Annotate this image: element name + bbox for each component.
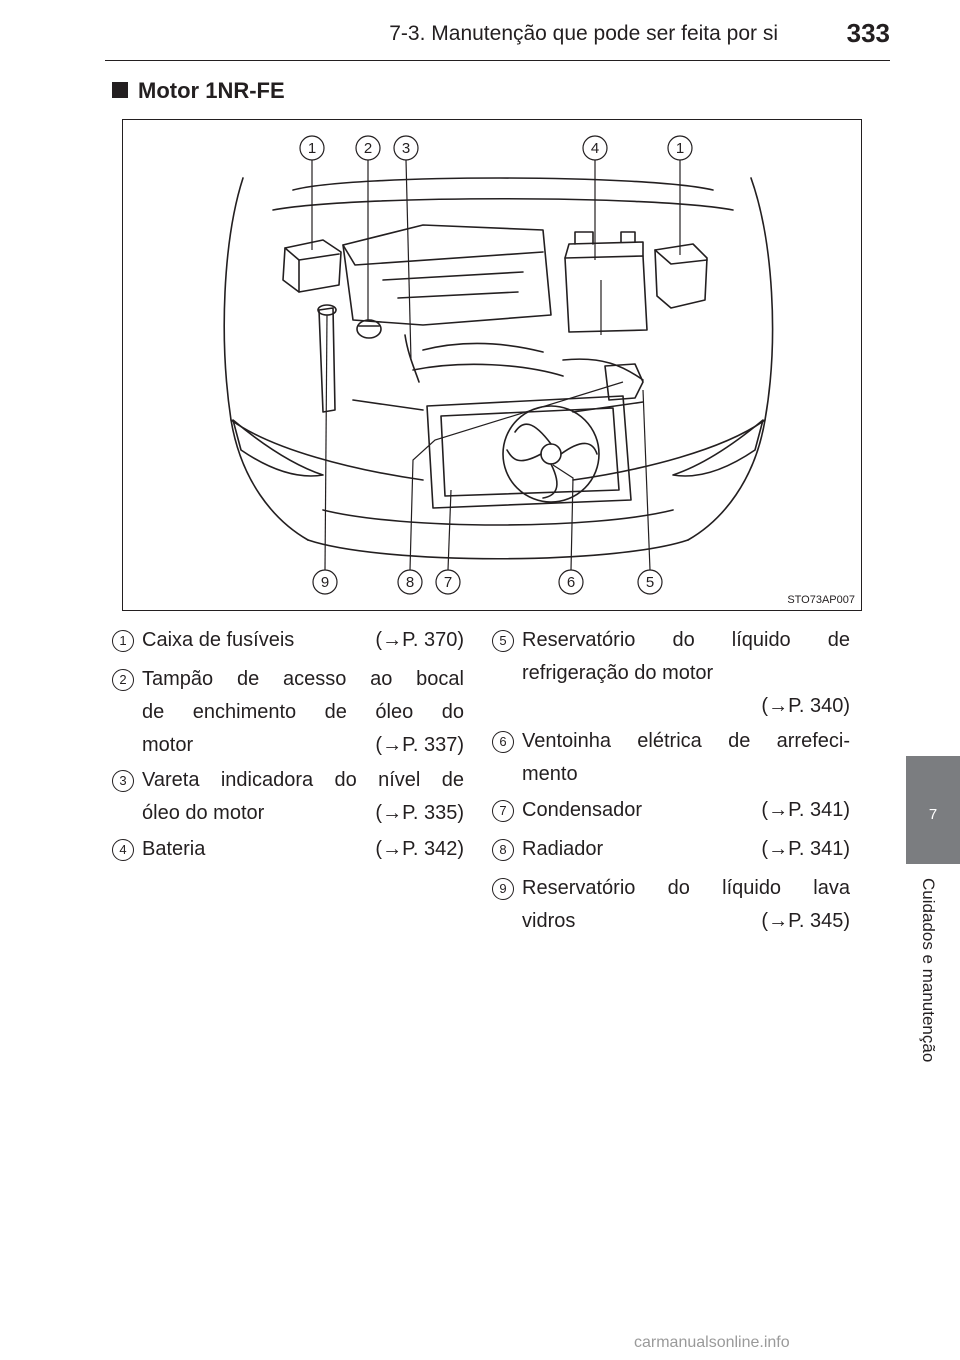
legend-number-4: 4	[112, 839, 134, 861]
legend-ref-9: (→P. 345)	[761, 910, 850, 932]
legend-line-5a: Reservatório do líquido de	[522, 629, 850, 651]
legend-number-3: 3	[112, 770, 134, 792]
legend-ref-8: (→P. 341)	[761, 838, 850, 860]
legend-ref-3: (→P. 335)	[375, 802, 464, 824]
subsection-title-text: Motor 1NR-FE	[138, 78, 285, 103]
legend-ref-1: (→P. 370)	[375, 629, 464, 651]
legend-number-9: 9	[492, 878, 514, 900]
legend-line-9b: vidros	[522, 910, 576, 932]
legend-ref-2: (→P. 337)	[375, 734, 464, 756]
legend-line-2b: de enchimento de óleo do	[142, 701, 464, 723]
callout-4: 4	[590, 140, 600, 157]
callout-5: 5	[645, 574, 655, 591]
callout-2: 2	[363, 140, 373, 157]
legend-name-7: Condensador	[522, 799, 643, 821]
legend-line-6b: mento	[522, 763, 578, 785]
legend-ref-5: (→P. 340)	[761, 695, 850, 717]
legend-name-1: Caixa de fusíveis	[142, 629, 295, 651]
chapter-tab-number: 7	[928, 806, 938, 823]
callout-6: 6	[566, 574, 576, 591]
callout-9: 9	[320, 574, 330, 591]
legend-number-2: 2	[112, 669, 134, 691]
chapter-side-label-text: Cuidados e manutenção	[919, 878, 938, 1063]
square-bullet-icon	[112, 82, 128, 98]
callout-1-top: 1	[307, 140, 317, 157]
chapter-side-label	[918, 878, 948, 1098]
watermark: carmanualsonline.info	[634, 1334, 790, 1351]
legend-ref-7: (→P. 341)	[761, 799, 850, 821]
engine-illustration	[123, 120, 861, 610]
legend-line-3b: óleo do motor	[142, 802, 265, 824]
section-title: 7-3. Manutenção que pode ser feita por si	[389, 22, 778, 45]
legend-ref-4: (→P. 342)	[375, 838, 464, 860]
legend-number-1: 1	[112, 630, 134, 652]
page-number: 333	[846, 18, 890, 48]
engine-compartment-figure	[122, 119, 862, 611]
header-rule	[105, 60, 890, 61]
legend-line-5b: refrigeração do motor	[522, 662, 714, 684]
legend-name-4: Bateria	[142, 838, 206, 860]
legend-number-6: 6	[492, 731, 514, 753]
legend-line-2a: Tampão de acesso ao bocal	[142, 668, 464, 690]
legend-number-7: 7	[492, 800, 514, 822]
figure-code: STO73AP007	[787, 594, 855, 606]
callout-1-right: 1	[675, 140, 685, 157]
legend-number-5: 5	[492, 630, 514, 652]
subsection-title	[112, 78, 285, 104]
legend-line-3a: Vareta indicadora do nível de	[142, 769, 464, 791]
callout-7: 7	[443, 574, 453, 591]
legend-line-9a: Reservatório do líquido lava	[522, 877, 850, 899]
callout-8: 8	[405, 574, 415, 591]
legend-number-8: 8	[492, 839, 514, 861]
legend-line-2c: motor	[142, 734, 194, 756]
callout-3: 3	[401, 140, 411, 157]
legend-name-8: Radiador	[522, 838, 604, 860]
legend-line-6a: Ventoinha elétrica de arrefeci-	[522, 730, 850, 752]
